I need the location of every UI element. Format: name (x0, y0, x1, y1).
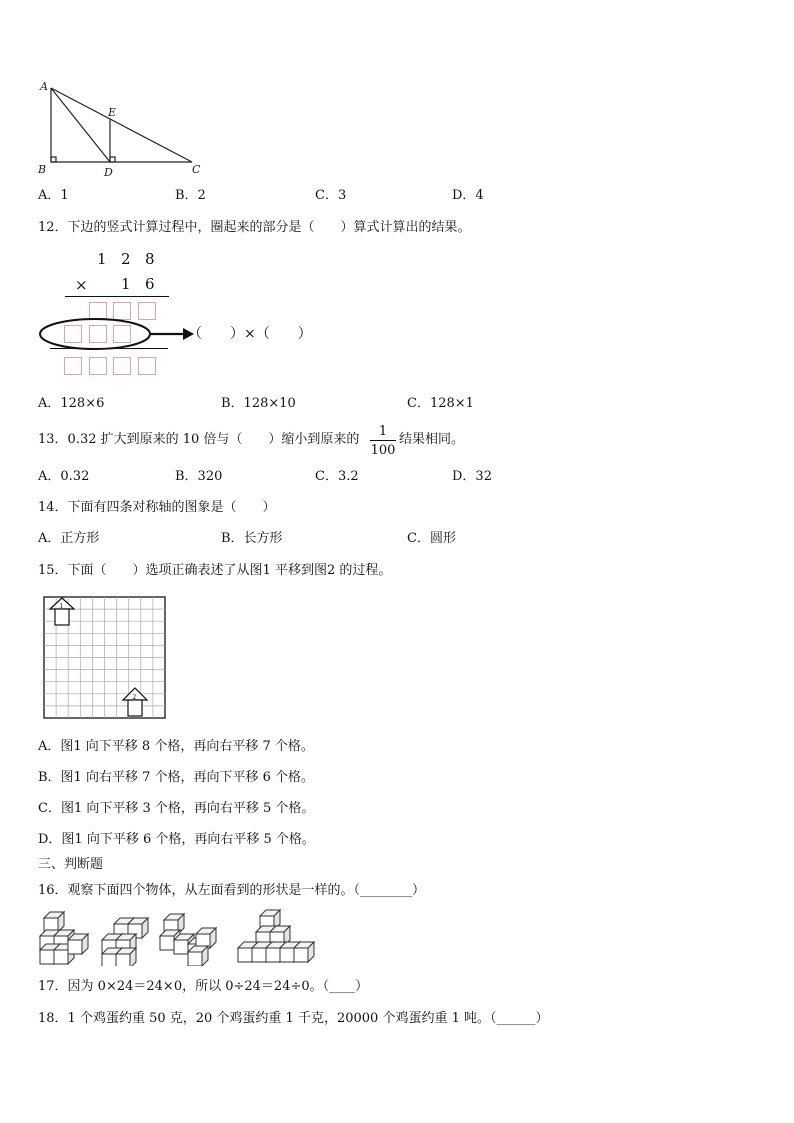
q15-option-b: B．图1 向右平移 7 个格，再向下平移 6 个格。 (38, 770, 315, 785)
calc-line-2 (50, 348, 168, 349)
q14-text: 14．下面有四条对称轴的图象是（ ） (38, 500, 276, 515)
digit-box (89, 357, 107, 375)
q15-text: 15．下面（ ）选项正确表述了从图1 平移到图2 的过程。 (38, 563, 392, 578)
label-d: D (104, 166, 113, 179)
q14-option-c: C．圆形 (407, 531, 456, 546)
q17-text: 17．因为 0×24＝24×0，所以 0÷24＝24÷0。（____） (38, 979, 369, 994)
house-1-label: 1 (59, 603, 64, 610)
q18-text: 18．1 个鸡蛋约重 50 克，20 个鸡蛋约重 1 千克，20000 个鸡蛋约重 1 吨。（______） (38, 1011, 549, 1026)
digit-box (138, 357, 156, 375)
q11-option-d: D．4 (452, 188, 484, 203)
times-sign: × (75, 276, 88, 294)
digit-box (113, 357, 131, 375)
house-2-label: 2 (132, 694, 137, 701)
q11-option-a: A．1 (38, 188, 69, 203)
q12-option-a: A．128×6 (38, 396, 105, 411)
q15-option-c: C．图1 向下平移 3 个格，再向右平移 5 个格。 (38, 801, 315, 816)
fraction-bar (370, 440, 396, 441)
top-digit-2: 2 (121, 250, 131, 268)
translation-grid (43, 596, 167, 720)
circled-partial-product (38, 316, 198, 352)
q13-option-b: B．320 (175, 469, 223, 484)
q13-option-a: A．0.32 (38, 469, 90, 484)
bottom-digit-1: 1 (121, 275, 131, 293)
calc-line-1 (65, 296, 169, 297)
q14-option-b: B．长方形 (221, 531, 283, 546)
q12-option-c: C．128×1 (407, 396, 474, 411)
q14-option-a: A．正方形 (38, 531, 100, 546)
fraction-denominator: 100 (370, 443, 396, 458)
q13-option-d: D．32 (452, 469, 492, 484)
q13-text-after: 结果相同。 (399, 432, 465, 447)
top-digit-3: 8 (145, 250, 155, 268)
label-b: B (38, 163, 47, 176)
q13-text-before: 13．0.32 扩大到原来的 10 倍与（ ）缩小到原来的 (38, 432, 360, 447)
cube-object-1 (40, 912, 88, 964)
q12-text: 12．下边的竖式计算过程中，圈起来的部分是（ ）算式计算出的结果。 (38, 220, 471, 235)
top-digit-1: 1 (97, 250, 107, 268)
cube-object-4 (238, 910, 314, 962)
bottom-digit-2: 6 (145, 275, 155, 293)
section-heading: 三、判断题 (38, 857, 104, 872)
q15-option-d: D．图1 向下平移 6 个格，再向右平移 5 个格。 (38, 832, 315, 847)
label-e: E (108, 106, 117, 119)
triangle-figure (30, 78, 220, 180)
q16-text: 16．观察下面四个物体，从左面看到的形状是一样的。（________） (38, 883, 426, 898)
cube-objects (38, 908, 328, 966)
digit-box (64, 357, 82, 375)
fraction-numerator: 1 (378, 424, 388, 439)
arrow-target-expression: （ ）×（ ） (188, 326, 312, 342)
label-a: A (40, 80, 48, 93)
q13-option-c: C．3.2 (315, 469, 359, 484)
cube-object-2 (102, 918, 148, 966)
q12-option-b: B．128×10 (221, 396, 296, 411)
label-c: C (192, 163, 201, 176)
q11-option-c: C．3 (315, 188, 347, 203)
cube-object-3 (160, 914, 216, 966)
q15-option-a: A．图1 向下平移 8 个格，再向右平移 7 个格。 (38, 739, 314, 754)
q11-option-b: B．2 (175, 188, 206, 203)
